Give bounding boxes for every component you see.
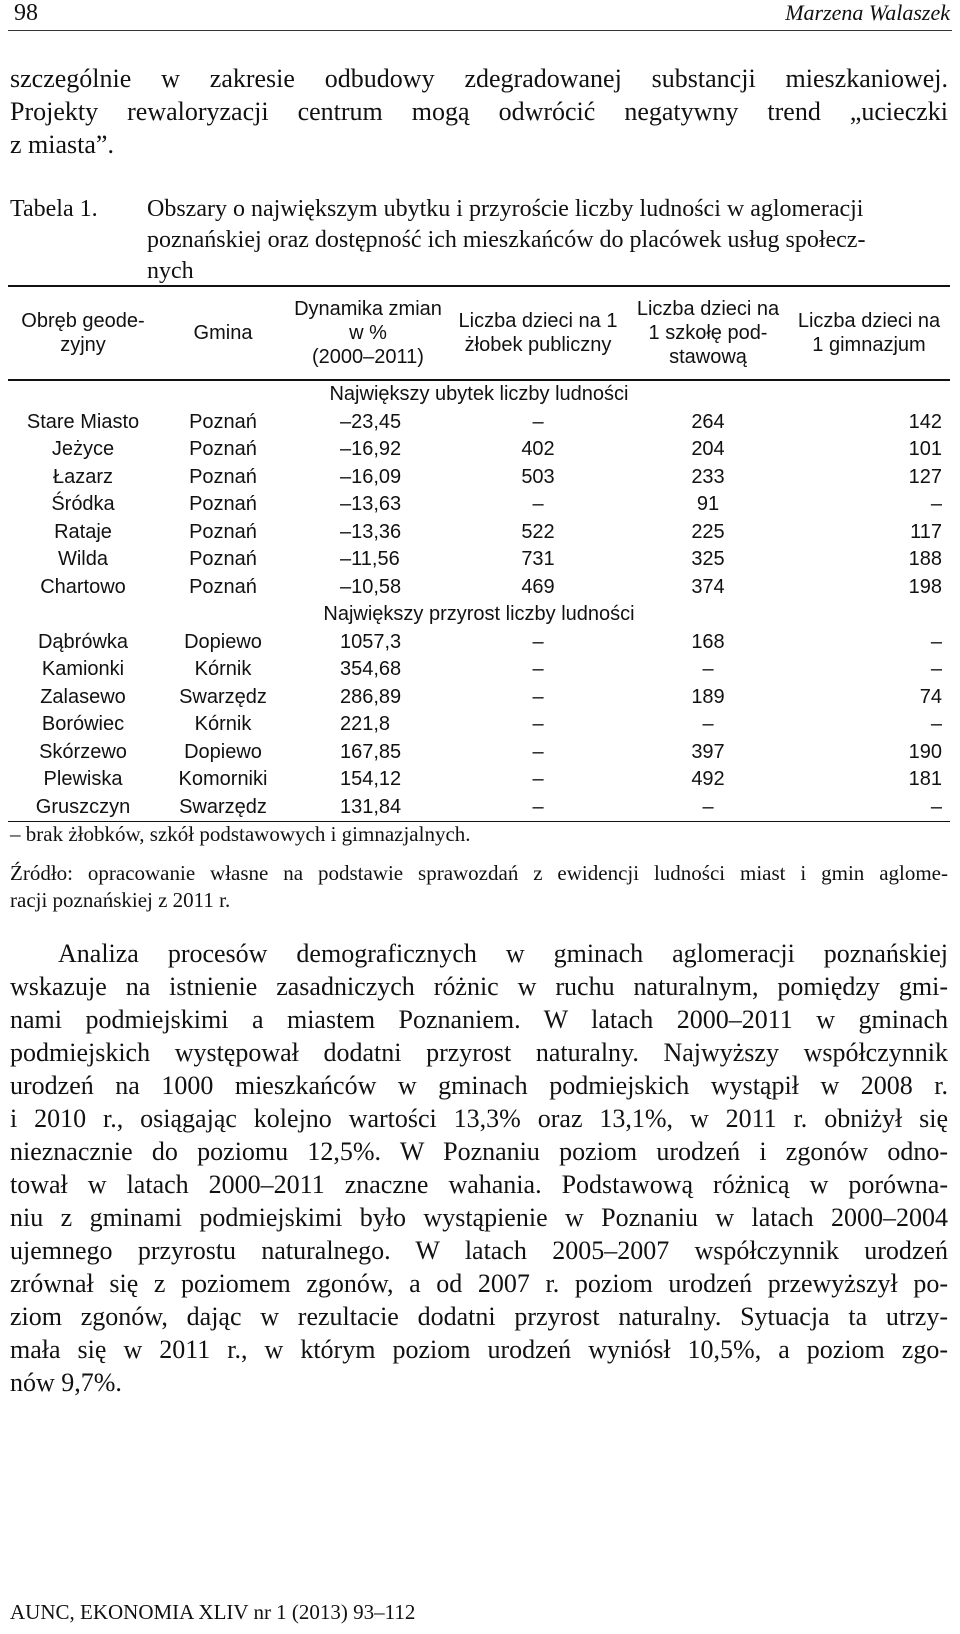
body-line: ujemnego przyrostu naturalnego. W latach 2005–2007 współczynnik urodzeń	[10, 1236, 948, 1265]
table-cell: –16,09	[340, 465, 402, 488]
table-cell: 402	[521, 438, 555, 460]
table-cell: Dopiewo	[184, 630, 262, 653]
table-row	[8, 656, 950, 684]
table-cell: –	[532, 740, 544, 763]
table-cell: 325	[691, 548, 725, 570]
table-row	[8, 436, 950, 464]
table-cell: 117	[910, 520, 942, 543]
table-cell: –	[930, 658, 942, 680]
table-cell: 221,8	[340, 713, 391, 735]
table-cell: –	[702, 713, 714, 735]
table-cell: –	[532, 410, 544, 433]
table-cell: 167,85	[340, 740, 402, 763]
intro-line: z miasta”.	[10, 130, 114, 159]
table-cell: 190	[908, 740, 942, 763]
body-line: zrównał się z poziomem zgonów, a od 2007 r. poziom urodzeń przewyższył po-	[10, 1269, 948, 1298]
table-cell: –10,58	[340, 575, 402, 598]
body-line: Analiza procesów demograficznych w gminach aglomeracji poznańskiej	[58, 939, 948, 968]
table-cell: 204	[691, 438, 725, 460]
table-cell: 198	[908, 575, 942, 598]
table-cell: Kórnik	[194, 658, 252, 680]
body-line: nami podmiejskimi a miastem Poznaniem. W latach 2000–2011 w gminach	[10, 1005, 948, 1034]
table-cell: 189	[691, 685, 725, 708]
table-row	[8, 684, 950, 712]
table-cell: –	[532, 685, 544, 708]
body-line: i 2010 r., osiągając kolejno wartości 13,3% oraz 13,1%, w 2011 r. obniżył się	[10, 1104, 948, 1133]
header-gimnazjum: Liczba dzieci na 1 gimnazjum	[797, 310, 941, 356]
table-cell: –23,45	[340, 410, 402, 433]
table-row	[8, 464, 950, 492]
table-cell: Swarzędz	[179, 685, 267, 708]
table-cell: 503	[521, 465, 555, 488]
table-cell: Kórnik	[194, 713, 252, 735]
table-row	[8, 766, 950, 794]
table-cell: Poznań	[189, 410, 257, 433]
table-cell: Chartowo	[40, 575, 126, 598]
table-cell: Plewiska	[43, 768, 123, 790]
table-cell: –	[930, 795, 942, 818]
body-line: wskazuje na istnienie zasadniczych różnic w ruchu naturalnym, pomiędzy gmi-	[10, 972, 948, 1001]
table-cell: –16,92	[340, 438, 402, 460]
table-cell: 127	[908, 465, 942, 488]
intro-line: szczególnie w zakresie odbudowy zdegradowanej substancji mieszkaniowej.	[10, 64, 948, 93]
table-row	[8, 794, 950, 822]
table-cell: Poznań	[189, 465, 257, 488]
header-szkola: Liczba dzieci na 1 szkołę pod- stawową	[636, 298, 780, 368]
source-note	[10, 860, 948, 914]
header-obreb: Obręb geode- zyjny	[21, 310, 145, 356]
table-row	[8, 629, 950, 657]
table-cell: 354,68	[340, 658, 402, 680]
table-cell: –13,36	[340, 520, 402, 543]
table-cell: 188	[908, 548, 942, 570]
table-cell: 286,89	[340, 685, 402, 708]
table-cell: Kamionki	[41, 658, 125, 680]
table-section-row	[8, 380, 950, 409]
caption-line: poznańskiej oraz dostępność ich mieszkańców do placówek usług społecz-	[147, 227, 866, 253]
table-cell: Borówiec	[41, 713, 125, 735]
table-row	[8, 491, 950, 519]
body-line: ziom zgonów, dając w rezultacie dodatni przyrost naturalny. Sytuacja ta utrzy-	[10, 1302, 948, 1331]
table-cell: Poznań	[189, 493, 257, 515]
table-row	[8, 519, 950, 547]
page-number: 98	[14, 0, 38, 26]
table-cell: 492	[691, 768, 725, 790]
header-gmina: Gmina	[193, 322, 253, 344]
table-cell: Łazarz	[52, 465, 114, 488]
table-cell: 731	[521, 548, 555, 570]
table-cell: –	[532, 493, 544, 515]
table-row	[8, 409, 950, 437]
table-cell: Poznań	[189, 548, 257, 570]
body-line: urodzeń na 1000 mieszkańców w gminach podmiejskich wystąpił w 2008 r.	[10, 1071, 948, 1100]
caption-line: Obszary o największym ubytku i przyroście liczby ludności w aglomeracji	[147, 196, 864, 222]
table-cell: 142	[908, 410, 942, 433]
header-dynamika: Dynamika zmian w % (2000–2011)	[294, 298, 442, 368]
table-cell: Gruszczyn	[35, 795, 131, 818]
table-cell: Komorniki	[178, 768, 268, 790]
table-section-row	[8, 601, 950, 629]
table-cell: Dąbrówka	[37, 630, 129, 653]
table-cell: –	[702, 658, 714, 680]
table-cell: Dopiewo	[184, 740, 262, 763]
body-line: podmiejskich występował dodatni przyrost naturalny. Najwyższy współczynnik	[10, 1038, 948, 1067]
body-line: mała się w 2011 r., w którym poziom urodzeń wyniósł 10,5%, a poziom zgo-	[10, 1335, 948, 1364]
table-cell: Skórzewo	[39, 740, 127, 763]
table-cell: –	[532, 658, 544, 680]
intro-line: Projekty rewaloryzacji centrum mogą odwrócić negatywny trend „ucieczki	[10, 97, 948, 126]
source-line: Źródło: opracowanie własne na podstawie sprawozdań z ewidencji ludności miast i gmin aglome-	[10, 861, 948, 885]
table-label: Tabela 1.	[10, 196, 98, 222]
table-cell: 225	[691, 520, 725, 543]
table-cell: –	[532, 630, 544, 653]
table-cell: 168	[691, 630, 725, 653]
table-caption-text	[147, 194, 947, 287]
table-cell: Poznań	[189, 438, 257, 460]
body-line: niu z gminami podmiejskimi było wystąpienie w Poznaniu w latach 2000–2004	[10, 1203, 948, 1232]
table-cell: Zalasewo	[40, 685, 126, 708]
table-cell: –	[702, 795, 714, 818]
section-label: Największy ubytek liczby ludności	[329, 383, 629, 405]
body-paragraph	[10, 937, 948, 1399]
table-cell: 374	[691, 575, 725, 598]
header-zlobek: Liczba dzieci na 1 żłobek publiczny	[458, 310, 618, 356]
header-rule	[8, 30, 952, 31]
table-header-row	[8, 286, 950, 380]
table-cell: 233	[691, 465, 725, 488]
table-cell: –11,56	[340, 548, 400, 570]
table-cell: 131,84	[340, 795, 402, 818]
table-cell: Wilda	[57, 548, 108, 570]
table-cell: 91	[696, 493, 720, 515]
table-cell: 397	[691, 740, 725, 763]
table-row	[8, 711, 950, 739]
table-cell: 181	[908, 768, 942, 790]
table-cell: Rataje	[54, 520, 112, 543]
table-cell: Poznań	[189, 575, 257, 598]
table-cell: Jeżyce	[51, 438, 115, 460]
table-cell: 101	[908, 438, 942, 460]
table-cell: Swarzędz	[179, 795, 267, 818]
table-cell: 522	[521, 520, 555, 543]
body-line: nieznacznie do poziomu 12,5%. W Poznaniu poziom urodzeń i zgonów odno-	[10, 1137, 948, 1166]
table-cell: –	[930, 630, 942, 653]
table-cell: Poznań	[189, 520, 257, 543]
table-cell: 154,12	[340, 768, 402, 790]
caption-line: nych	[147, 258, 194, 284]
table-row	[8, 574, 950, 602]
table-cell: –	[930, 493, 942, 515]
table-cell: 264	[691, 410, 725, 433]
table-row	[8, 739, 950, 767]
table-cell: –	[930, 713, 942, 735]
data-table	[8, 285, 950, 822]
source-line: racji poznańskiej z 2011 r.	[10, 888, 231, 912]
running-head: Marzena Walaszek	[785, 0, 950, 25]
table-cell: 74	[919, 685, 942, 708]
table-row	[8, 546, 950, 574]
intro-paragraph	[10, 62, 948, 161]
table-note: – brak żłobków, szkół podstawowych i gimnazjalnych.	[10, 822, 471, 846]
table-cell: Stare Miasto	[26, 410, 140, 433]
body-line: nów 9,7%.	[10, 1368, 122, 1397]
footer: AUNC, EKONOMIA XLIV nr 1 (2013) 93–112	[10, 1600, 416, 1624]
table-cell: –	[532, 768, 544, 790]
section-label: Największy przyrost liczby ludności	[323, 603, 635, 625]
body-line: tował w latach 2000–2011 znaczne wahania. Podstawową różnicą w porówna-	[10, 1170, 948, 1199]
table-cell: 1057,3	[340, 630, 402, 653]
table-cell: –13,63	[340, 493, 402, 515]
table-cell: –	[532, 713, 544, 735]
table-cell: 469	[521, 575, 555, 598]
table-cell: –	[532, 795, 544, 818]
table-cell: Śródka	[51, 493, 115, 515]
